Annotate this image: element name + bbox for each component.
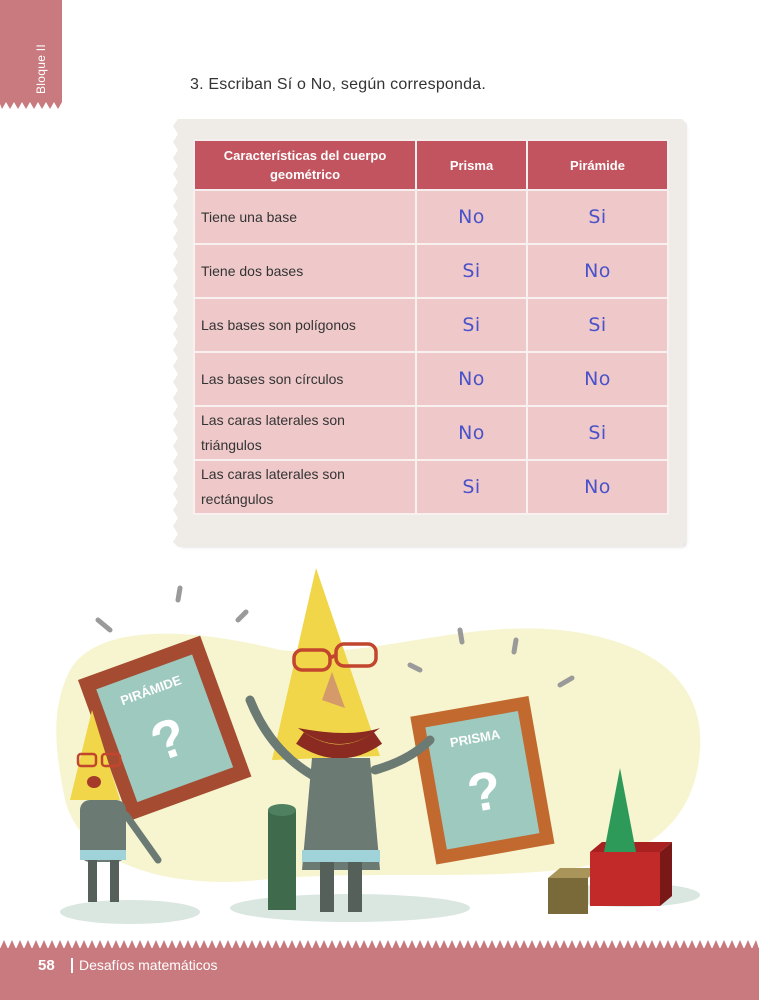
table-row <box>194 406 668 460</box>
pyramid-question-mark: ? <box>143 705 195 774</box>
pyramid-answer[interactable]: Si <box>527 190 668 244</box>
pyramid-answer[interactable]: Si <box>527 406 668 460</box>
book-title: Desafíos matemáticos <box>79 957 218 973</box>
page-number: 58 <box>38 957 55 974</box>
header-prism: Prisma <box>416 140 527 190</box>
pyramid-sign-label: PIRÁMIDE <box>118 672 184 709</box>
table-row <box>194 244 668 298</box>
cartoon-illustration <box>40 560 730 940</box>
feature-cell: Las bases son polígonos <box>194 298 416 352</box>
pyramid-answer[interactable]: Si <box>527 298 668 352</box>
pyramid-answer[interactable]: No <box>527 460 668 514</box>
table-row <box>194 298 668 352</box>
prism-answer[interactable]: No <box>416 190 527 244</box>
prism-answer[interactable]: Si <box>416 460 527 514</box>
exercise-instruction: 3. Escriban Sí o No, según corresponda. <box>190 76 486 93</box>
prism-answer[interactable]: No <box>416 406 527 460</box>
feature-cell: Las bases son círculos <box>194 352 416 406</box>
pyramid-answer[interactable]: No <box>527 352 668 406</box>
feature-cell: Tiene dos bases <box>194 244 416 298</box>
prism-answer[interactable]: Si <box>416 244 527 298</box>
table-header-row <box>194 140 668 190</box>
cylinder-shape <box>268 804 296 910</box>
prism-question-mark: ? <box>463 759 506 825</box>
table-row <box>194 190 668 244</box>
prism-sign-label: PRISMA <box>448 726 502 751</box>
side-tab <box>0 0 62 100</box>
ground-shadow <box>60 900 200 924</box>
prism-answer[interactable]: Si <box>416 298 527 352</box>
feature-cell: Tiene una base <box>194 190 416 244</box>
footer-divider <box>71 958 73 973</box>
table-row <box>194 460 668 514</box>
prism-sign <box>410 696 554 865</box>
block-label: Bloque II <box>34 43 48 94</box>
page-footer <box>0 948 759 1000</box>
table-row <box>194 352 668 406</box>
header-characteristics: Características del cuerpo geométrico <box>194 140 416 190</box>
feature-cell: Las caras laterales son rectángulos <box>194 460 416 514</box>
prism-answer[interactable]: No <box>416 352 527 406</box>
side-tab-zigzag <box>0 100 62 110</box>
feature-cell: Las caras laterales son triángulos <box>194 406 416 460</box>
characteristics-table <box>193 139 669 515</box>
header-pyramid: Pirámide <box>527 140 668 190</box>
pyramid-answer[interactable]: No <box>527 244 668 298</box>
